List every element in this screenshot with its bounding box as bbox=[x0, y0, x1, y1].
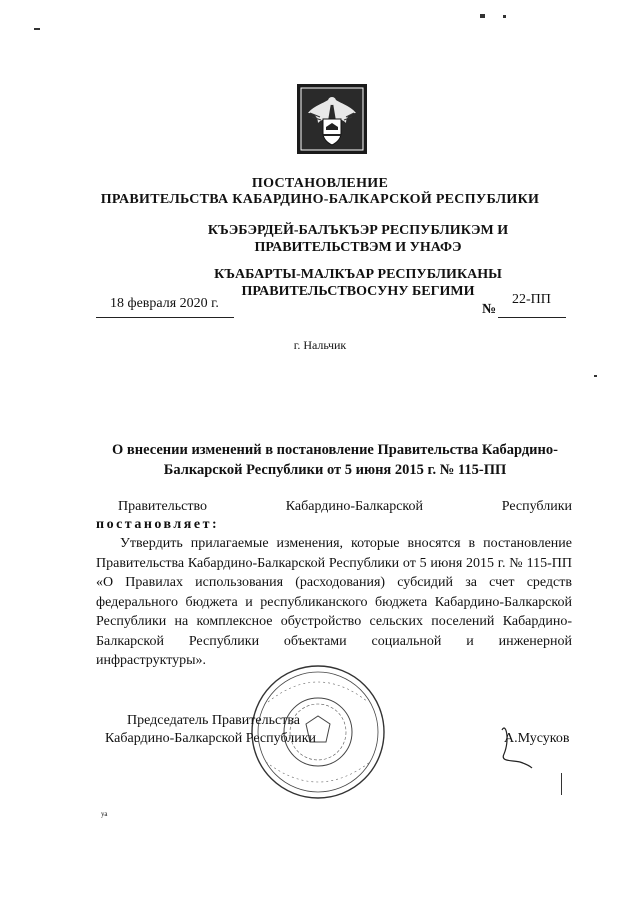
scan-artifact bbox=[594, 375, 597, 377]
intro-word-3: Республики bbox=[501, 499, 572, 514]
document-type-title: ПОСТАНОВЛЕНИЕ bbox=[251, 176, 389, 191]
government-name-balkar: КЪАБАРТЫ-МАЛКЪАР РЕСПУБЛИКАНЫ ПРАВИТЕЛЬСТВОСУНУ БЕГИМИ bbox=[214, 267, 502, 299]
document-heading: О внесении изменений в постановление Правительства Кабардино-Балкарской Республики от 5 июня 2015 г. № 115-ПП bbox=[112, 442, 558, 478]
date-underline bbox=[96, 317, 234, 318]
intro-line bbox=[118, 499, 572, 515]
scan-artifact bbox=[503, 15, 506, 18]
scan-artifact bbox=[34, 28, 40, 30]
signatory-name: А.Мусуков bbox=[504, 731, 570, 746]
signatory-position-line2: Кабардино-Балкарской Республики bbox=[105, 731, 316, 746]
number-sign: № bbox=[482, 302, 497, 317]
government-name-kabardian: КЪЭБЭРДЕЙ-БАЛЪКЪЭР РЕСПУБЛИКЭМ И ПРАВИТЕЛЬСТВЭМ И УНАФЭ bbox=[207, 223, 509, 255]
coat-of-arms-emblem bbox=[296, 83, 368, 155]
footer-mark: уа bbox=[101, 810, 108, 818]
document-body: Утвердить прилагаемые изменения, которые вносятся в постановление Правительства Кабардино-Балкарской Республики от 5 июня 2015 г. № 115-ПП «О Правилах использования (расходования) субсидий за счет средств федерального бюджета и республиканского бюджета Кабардино-Балкарской Республики на комплексное обустройство сельских поселений Кабардино-Балкарской Республики объектами социальной и инженерной инфраструктуры». bbox=[96, 536, 572, 668]
city-name: г. Нальчик bbox=[293, 338, 347, 352]
scan-artifact bbox=[561, 773, 562, 795]
signatory-position-line1: Председатель Правительства bbox=[127, 713, 300, 728]
document-number: 22-ПП bbox=[512, 292, 551, 307]
intro-word-1: Правительство bbox=[118, 499, 207, 514]
intro-word-2: Кабардино-Балкарской bbox=[285, 499, 423, 514]
resolves-word: постановляет: bbox=[96, 517, 220, 532]
document-date: 18 февраля 2020 г. bbox=[110, 296, 219, 311]
number-underline bbox=[498, 317, 566, 318]
government-name-ru: ПРАВИТЕЛЬСТВА КАБАРДИНО-БАЛКАРСКОЙ РЕСПУБЛИКИ bbox=[100, 192, 540, 207]
scan-artifact bbox=[480, 14, 485, 18]
